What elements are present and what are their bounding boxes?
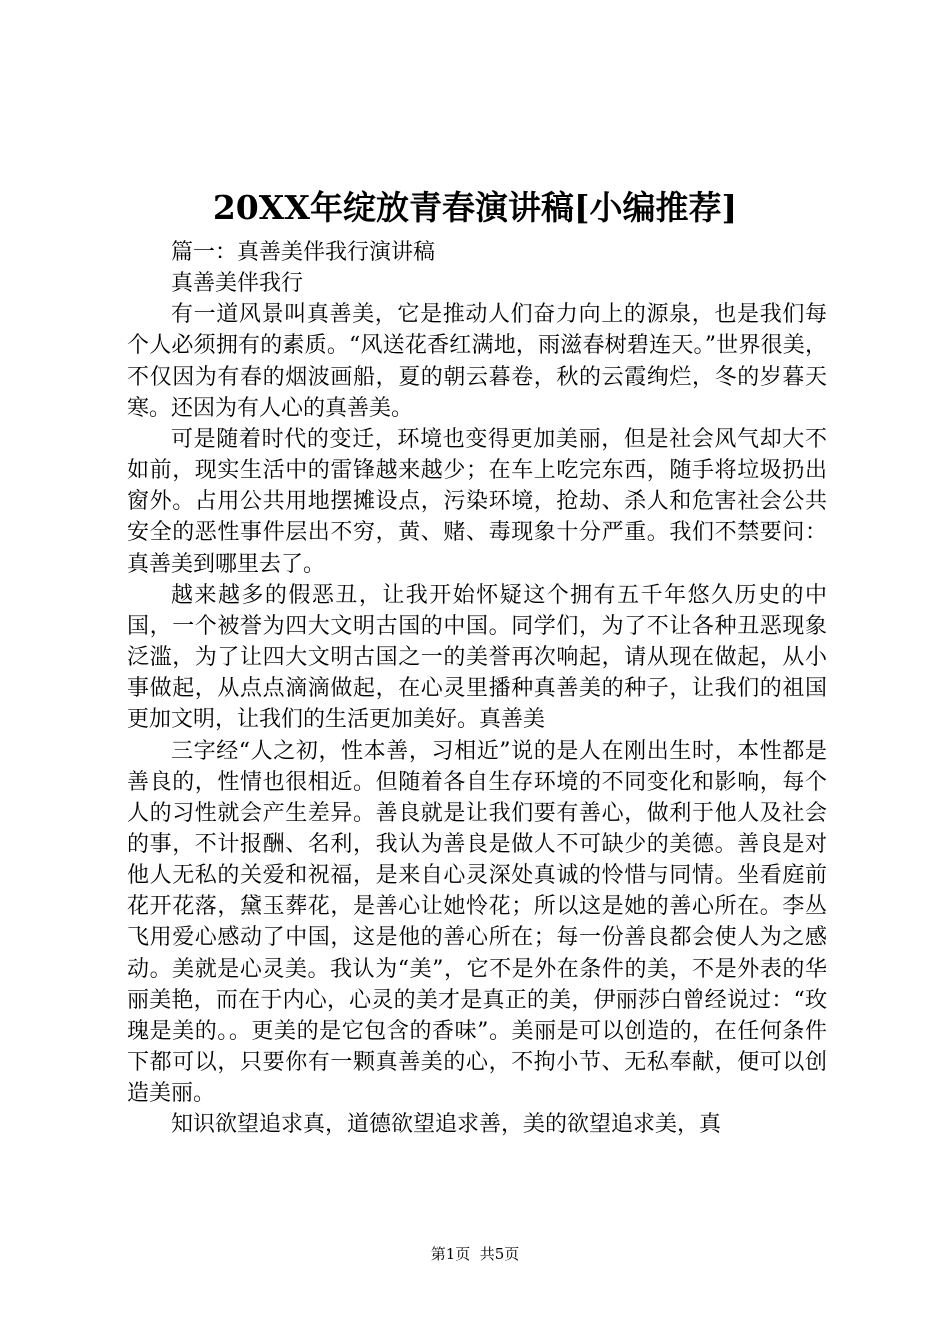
body-paragraph: 越来越多的假恶丑，让我开始怀疑这个拥有五千年悠久历史的中国，一个被誉为四大文明古国的中国。同学们，为了不让各种丑恶现象泛滥，为了让四大文明古国之一的美誉再次响起，请从现在做起，从小事做起，从点点滴滴做起，在心灵里播种真善美的种子，让我们的祖国更加文明，让我们的生活更加美好。真善美: [127, 582, 827, 733]
section-heading: 篇一：真善美伴我行演讲稿: [171, 240, 436, 265]
document-body: [127, 237, 827, 1141]
body-paragraph: 三字经“人之初，性本善，习相近”说的是人在刚出生时，本性都是善良的，性情也很相近。但随着各自生存环境的不同变化和影响，每个人的习性就会产生差异。善良就是让我们要有善心，做利于他人及社会的事，不计报酬、名利，我认为善良是做人不可缺少的美德。善良是对他人无私的关爱和祝福，是来自心灵深处真诚的怜惜与同情。坐看庭前花开花落，黛玉葬花，是善心让她怜花；所以这是她的善心所在。李丛飞用爱心感动了中国，这是他的善心所在；每一份善良都会使人为之感动。美就是心灵美。我认为“美”，它不是外在条件的美，不是外表的华丽美艳，而在于内心，心灵的美才是真正的美，伊丽莎白曾经说过：“玫瑰是美的。。更美的是它包含的香味”。美丽是可以创造的，在任何条件下都可以，只要你有一颗真善美的心，不拘小节、无私奉献，便可以创造美丽。: [127, 738, 827, 1107]
document-title: 20XX年绽放青春演讲稿[小编推荐]: [212, 188, 738, 227]
speech-title: 真善美伴我行: [171, 271, 304, 297]
body-paragraph: 知识欲望追求真，道德欲望追求善，美的欲望追求美，真: [171, 1112, 722, 1138]
body-paragraph: 可是随着时代的变迁，环境也变得更加美丽，但是社会风气却大不如前，现实生活中的雷锋越来越少；在车上吃完东西，随手将垃圾扔出窗外。占用公共用地摆摊设点，污染环境，抢劫、杀人和危害社会公共安全的恶性事件层出不穷，黄、赌、毒现象十分严重。我们不禁要问：真善美到哪里去了。: [127, 426, 827, 577]
page-footer: 第1页 共5页: [430, 1245, 520, 1263]
body-paragraph: 有一道风景叫真善美，它是推动人们奋力向上的源泉，也是我们每个人必须拥有的素质。“风送花香红满地，雨滋春树碧连天。”世界很美，不仅因为有春的烟波画船，夏的朝云暮卷，秋的云霞绚烂，冬的岁暮天寒。还因为有人心的真善美。: [127, 302, 827, 421]
